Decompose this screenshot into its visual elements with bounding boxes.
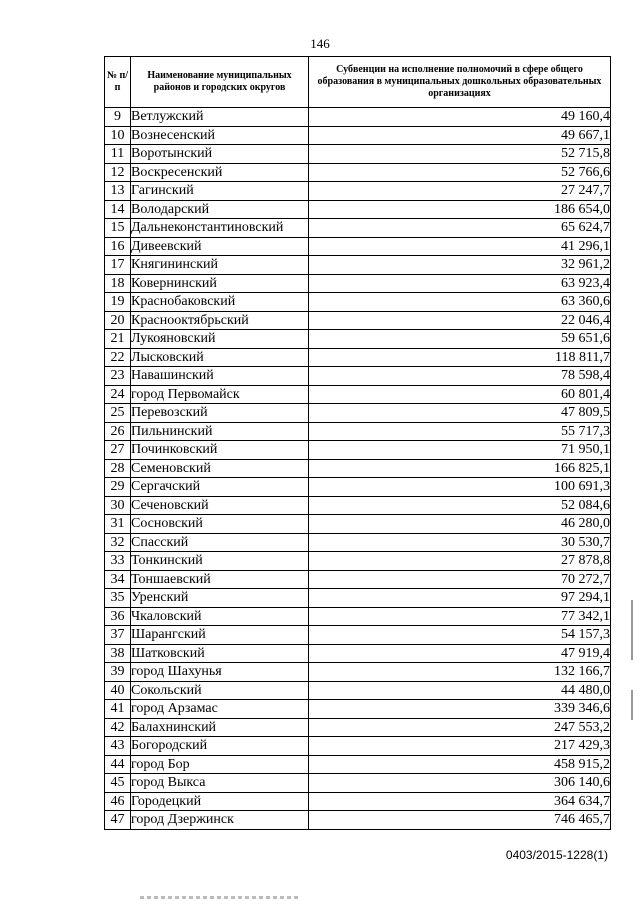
row-district-name: Дальнеконстантиновский xyxy=(131,219,309,238)
row-number: 26 xyxy=(105,422,131,441)
row-district-name: Тонкинский xyxy=(131,552,309,571)
row-district-name: Пильнинский xyxy=(131,422,309,441)
row-amount: 65 624,7 xyxy=(309,219,611,238)
row-amount: 52 084,6 xyxy=(309,496,611,515)
row-amount: 44 480,0 xyxy=(309,681,611,700)
row-number: 38 xyxy=(105,644,131,663)
row-amount: 186 654,0 xyxy=(309,200,611,219)
row-district-name: Тоншаевский xyxy=(131,570,309,589)
row-district-name: Ковернинский xyxy=(131,274,309,293)
row-number: 19 xyxy=(105,293,131,312)
row-number: 11 xyxy=(105,145,131,164)
row-amount: 49 160,4 xyxy=(309,108,611,127)
row-district-name: Дивеевский xyxy=(131,237,309,256)
row-amount: 52 766,6 xyxy=(309,163,611,182)
table-row xyxy=(105,145,611,164)
table-row xyxy=(105,755,611,774)
table-row xyxy=(105,256,611,275)
row-district-name: город Бор xyxy=(131,755,309,774)
row-number: 31 xyxy=(105,515,131,534)
row-district-name: Сеченовский xyxy=(131,496,309,515)
table-row xyxy=(105,644,611,663)
table-row xyxy=(105,607,611,626)
row-district-name: город Арзамас xyxy=(131,700,309,719)
row-amount: 306 140,6 xyxy=(309,774,611,793)
row-amount: 59 651,6 xyxy=(309,330,611,349)
table-row xyxy=(105,737,611,756)
row-amount: 41 296,1 xyxy=(309,237,611,256)
row-district-name: Чкаловский xyxy=(131,607,309,626)
table-row xyxy=(105,681,611,700)
table-row xyxy=(105,182,611,201)
row-number: 13 xyxy=(105,182,131,201)
row-number: 14 xyxy=(105,200,131,219)
row-district-name: Уренский xyxy=(131,589,309,608)
row-number: 24 xyxy=(105,385,131,404)
row-number: 43 xyxy=(105,737,131,756)
row-number: 44 xyxy=(105,755,131,774)
row-amount: 47 809,5 xyxy=(309,404,611,423)
row-number: 27 xyxy=(105,441,131,460)
row-district-name: Спасский xyxy=(131,533,309,552)
row-amount: 132 166,7 xyxy=(309,663,611,682)
table-row xyxy=(105,126,611,145)
table-row xyxy=(105,792,611,811)
row-amount: 217 429,3 xyxy=(309,737,611,756)
row-number: 41 xyxy=(105,700,131,719)
row-district-name: Навашинский xyxy=(131,367,309,386)
row-number: 32 xyxy=(105,533,131,552)
row-number: 12 xyxy=(105,163,131,182)
row-district-name: Балахнинский xyxy=(131,718,309,737)
row-district-name: Перевозский xyxy=(131,404,309,423)
row-amount: 30 530,7 xyxy=(309,533,611,552)
table-row xyxy=(105,533,611,552)
row-number: 23 xyxy=(105,367,131,386)
header-name: Наименование муниципальных районов и городских округов xyxy=(131,57,309,108)
row-district-name: Шарангский xyxy=(131,626,309,645)
table-row xyxy=(105,589,611,608)
row-district-name: Семеновский xyxy=(131,459,309,478)
table-row xyxy=(105,811,611,830)
scan-artifact xyxy=(140,896,300,899)
row-district-name: Ветлужский xyxy=(131,108,309,127)
header-amount: Субвенции на исполнение полномочий в сфере общего образования в муниципальных дошкольных образовательных организациях xyxy=(309,57,611,108)
row-number: 21 xyxy=(105,330,131,349)
row-district-name: Сосновский xyxy=(131,515,309,534)
row-number: 30 xyxy=(105,496,131,515)
row-number: 16 xyxy=(105,237,131,256)
row-amount: 70 272,7 xyxy=(309,570,611,589)
row-number: 34 xyxy=(105,570,131,589)
table-row xyxy=(105,348,611,367)
table-row xyxy=(105,274,611,293)
row-district-name: Лукояновский xyxy=(131,330,309,349)
row-number: 47 xyxy=(105,811,131,830)
row-amount: 97 294,1 xyxy=(309,589,611,608)
row-amount: 54 157,3 xyxy=(309,626,611,645)
row-district-name: Воротынский xyxy=(131,145,309,164)
row-district-name: Починковский xyxy=(131,441,309,460)
row-amount: 78 598,4 xyxy=(309,367,611,386)
row-number: 36 xyxy=(105,607,131,626)
row-amount: 49 667,1 xyxy=(309,126,611,145)
row-district-name: Городецкий xyxy=(131,792,309,811)
row-number: 10 xyxy=(105,126,131,145)
row-district-name: город Первомайск xyxy=(131,385,309,404)
table-row xyxy=(105,163,611,182)
table-body xyxy=(105,108,611,830)
row-district-name: Сергачский xyxy=(131,478,309,497)
row-district-name: Княгининский xyxy=(131,256,309,275)
row-district-name: Вознесенский xyxy=(131,126,309,145)
row-number: 42 xyxy=(105,718,131,737)
row-number: 45 xyxy=(105,774,131,793)
row-amount: 27 878,8 xyxy=(309,552,611,571)
row-district-name: Лысковский xyxy=(131,348,309,367)
table-row xyxy=(105,663,611,682)
row-amount: 339 346,6 xyxy=(309,700,611,719)
row-district-name: город Дзержинск xyxy=(131,811,309,830)
row-amount: 60 801,4 xyxy=(309,385,611,404)
table-row xyxy=(105,570,611,589)
row-amount: 46 280,0 xyxy=(309,515,611,534)
row-amount: 71 950,1 xyxy=(309,441,611,460)
row-number: 17 xyxy=(105,256,131,275)
table-row xyxy=(105,496,611,515)
row-number: 28 xyxy=(105,459,131,478)
subsidies-table xyxy=(104,56,611,830)
document-code: 0403/2015-1228(1) xyxy=(505,848,608,862)
row-amount: 166 825,1 xyxy=(309,459,611,478)
scan-edge-mark xyxy=(631,690,633,720)
table-row xyxy=(105,311,611,330)
row-number: 20 xyxy=(105,311,131,330)
row-number: 25 xyxy=(105,404,131,423)
table-row xyxy=(105,718,611,737)
row-amount: 746 465,7 xyxy=(309,811,611,830)
table-row xyxy=(105,330,611,349)
row-district-name: Шатковский xyxy=(131,644,309,663)
table-row xyxy=(105,441,611,460)
table-row xyxy=(105,552,611,571)
header-num: № п/п xyxy=(105,57,131,108)
row-amount: 77 342,1 xyxy=(309,607,611,626)
table-row xyxy=(105,422,611,441)
page-number: 146 xyxy=(310,36,330,51)
row-district-name: город Шахунья xyxy=(131,663,309,682)
table-row xyxy=(105,219,611,238)
row-district-name: Сокольский xyxy=(131,681,309,700)
table-row xyxy=(105,626,611,645)
row-number: 39 xyxy=(105,663,131,682)
table-row xyxy=(105,367,611,386)
row-number: 15 xyxy=(105,219,131,238)
row-number: 40 xyxy=(105,681,131,700)
row-amount: 47 919,4 xyxy=(309,644,611,663)
table-row xyxy=(105,515,611,534)
table-row xyxy=(105,404,611,423)
row-number: 35 xyxy=(105,589,131,608)
row-district-name: Богородский xyxy=(131,737,309,756)
row-district-name: Воскресенский xyxy=(131,163,309,182)
row-amount: 52 715,8 xyxy=(309,145,611,164)
row-amount: 27 247,7 xyxy=(309,182,611,201)
row-district-name: Краснобаковский xyxy=(131,293,309,312)
row-amount: 100 691,3 xyxy=(309,478,611,497)
table-header-row xyxy=(105,57,611,108)
table-row xyxy=(105,108,611,127)
row-number: 37 xyxy=(105,626,131,645)
table-row xyxy=(105,774,611,793)
row-amount: 458 915,2 xyxy=(309,755,611,774)
row-amount: 55 717,3 xyxy=(309,422,611,441)
table-row xyxy=(105,385,611,404)
table-row xyxy=(105,459,611,478)
row-amount: 63 923,4 xyxy=(309,274,611,293)
table-row xyxy=(105,237,611,256)
row-district-name: город Выкса xyxy=(131,774,309,793)
row-amount: 247 553,2 xyxy=(309,718,611,737)
row-amount: 118 811,7 xyxy=(309,348,611,367)
table-row xyxy=(105,200,611,219)
row-number: 18 xyxy=(105,274,131,293)
row-number: 9 xyxy=(105,108,131,127)
row-number: 33 xyxy=(105,552,131,571)
row-amount: 32 961,2 xyxy=(309,256,611,275)
row-amount: 63 360,6 xyxy=(309,293,611,312)
row-amount: 22 046,4 xyxy=(309,311,611,330)
row-amount: 364 634,7 xyxy=(309,792,611,811)
table-row xyxy=(105,700,611,719)
row-district-name: Краснооктябрьский xyxy=(131,311,309,330)
row-district-name: Володарский xyxy=(131,200,309,219)
table-row xyxy=(105,478,611,497)
table-row xyxy=(105,293,611,312)
row-number: 29 xyxy=(105,478,131,497)
row-number: 46 xyxy=(105,792,131,811)
row-number: 22 xyxy=(105,348,131,367)
scan-edge-mark xyxy=(631,600,633,660)
row-district-name: Гагинский xyxy=(131,182,309,201)
